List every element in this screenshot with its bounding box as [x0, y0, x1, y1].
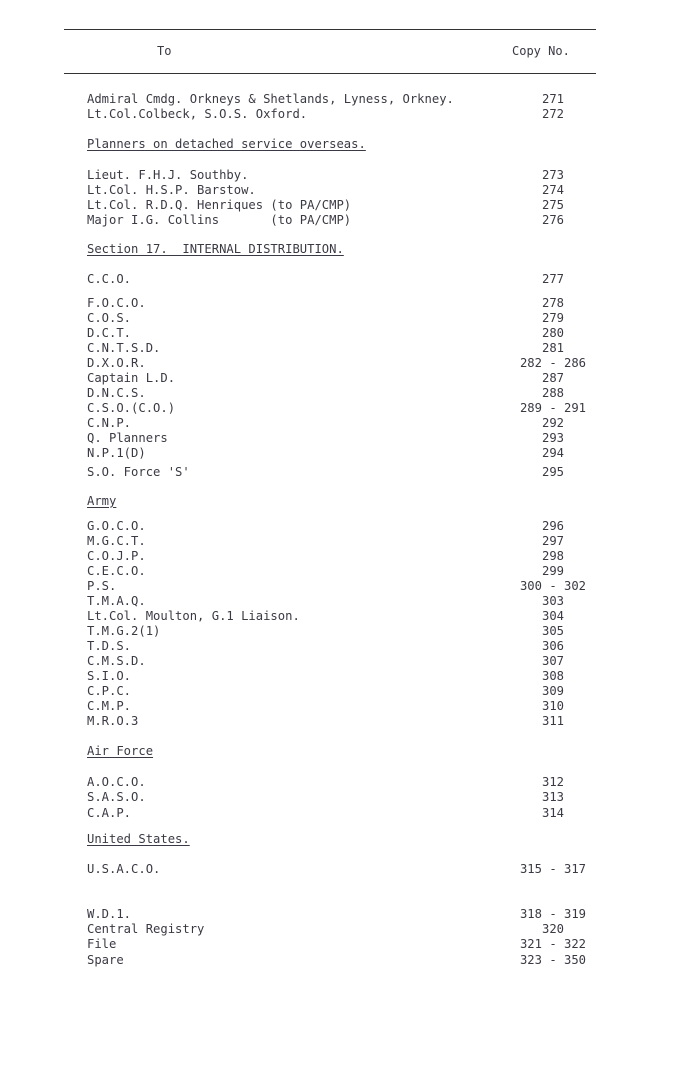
- distribution-row: [0, 608, 690, 624]
- recipient-name: C.P.C.: [87, 684, 132, 698]
- copy-number: 275: [541, 198, 564, 212]
- distribution-row: [0, 295, 690, 311]
- recipient-name: File: [87, 937, 117, 951]
- distribution-row: [0, 593, 690, 609]
- recipient-name: U.S.A.C.O.: [87, 862, 161, 876]
- to-column-header: To: [157, 44, 172, 58]
- distribution-row: [0, 805, 690, 821]
- distribution-row: [0, 789, 690, 805]
- distribution-row: [0, 212, 690, 228]
- recipient-name: M.G.C.T.: [87, 534, 146, 548]
- recipient-name: Lieut. F.H.J. Southby.: [87, 168, 249, 182]
- recipient-name: C.M.P.: [87, 699, 132, 713]
- distribution-row: [0, 370, 690, 386]
- copy-number: 299: [541, 564, 564, 578]
- recipient-name: M.R.O.3: [87, 714, 139, 728]
- distribution-row: [0, 91, 690, 107]
- header-rule: [64, 73, 596, 74]
- recipient-name: Q. Planners: [87, 431, 168, 445]
- copy-number: 315 - 317: [519, 862, 587, 876]
- recipient-name: S.O. Force 'S': [87, 465, 190, 479]
- copy-number: 293: [541, 431, 564, 445]
- distribution-row: [0, 400, 690, 416]
- copy-number: 289 - 291: [519, 401, 587, 415]
- distribution-row: [0, 936, 690, 952]
- copy-number: 318 - 319: [519, 907, 587, 921]
- copy-number: 272: [541, 107, 564, 121]
- distribution-row: [0, 713, 690, 729]
- copy-number: 274: [541, 183, 564, 197]
- distribution-row: [0, 518, 690, 534]
- distribution-row: [0, 653, 690, 669]
- recipient-name: T.M.A.Q.: [87, 594, 146, 608]
- section-heading: United States.: [87, 832, 190, 846]
- copy-number: 296: [541, 519, 564, 533]
- distribution-row: [0, 167, 690, 183]
- copy-number: 282 - 286: [519, 356, 587, 370]
- recipient-name: Captain L.D.: [87, 371, 176, 385]
- top-rule: [64, 29, 596, 30]
- recipient-name: C.C.O.: [87, 272, 132, 286]
- copy-number: 294: [541, 446, 564, 460]
- recipient-name: C.S.O.(C.O.): [87, 401, 176, 415]
- copy-number: 311: [541, 714, 564, 728]
- distribution-row: [0, 548, 690, 564]
- copy-number: 288: [541, 386, 564, 400]
- distribution-row: [0, 921, 690, 937]
- copy-number: 307: [541, 654, 564, 668]
- copy-number: 276: [541, 213, 564, 227]
- recipient-name: Admiral Cmdg. Orkneys & Shetlands, Lyness, Orkney.: [87, 92, 454, 106]
- distribution-row: [0, 533, 690, 549]
- recipient-name: C.N.P.: [87, 416, 132, 430]
- recipient-name: F.O.C.O.: [87, 296, 146, 310]
- recipient-name: A.O.C.O.: [87, 775, 146, 789]
- distribution-row: [0, 774, 690, 790]
- distribution-row: [0, 464, 690, 480]
- copy-number: 273: [541, 168, 564, 182]
- distribution-row: [0, 310, 690, 326]
- distribution-row: [0, 906, 690, 922]
- recipient-name: Lt.Col. H.S.P. Barstow.: [87, 183, 256, 197]
- copy-number: 309: [541, 684, 564, 698]
- distribution-row: [0, 325, 690, 341]
- distribution-row: [0, 430, 690, 446]
- copy-number: 304: [541, 609, 564, 623]
- recipient-name: D.C.T.: [87, 326, 132, 340]
- recipient-name: T.M.G.2(1): [87, 624, 161, 638]
- copy-number: 295: [541, 465, 564, 479]
- recipient-name: C.M.S.D.: [87, 654, 146, 668]
- distribution-row: [0, 340, 690, 356]
- section-heading: Planners on detached service overseas.: [87, 137, 366, 151]
- distribution-row: [0, 952, 690, 968]
- distribution-row: [0, 197, 690, 213]
- copy-number: 323 - 350: [519, 953, 587, 967]
- copy-number: 321 - 322: [519, 937, 587, 951]
- copy-no-column-header: Copy No.: [512, 44, 570, 58]
- recipient-name: S.I.O.: [87, 669, 132, 683]
- copy-number: 300 - 302: [519, 579, 587, 593]
- distribution-row: [0, 355, 690, 371]
- recipient-name: C.E.C.O.: [87, 564, 146, 578]
- distribution-row: [0, 698, 690, 714]
- recipient-name: C.A.P.: [87, 806, 132, 820]
- recipient-name: C.O.J.P.: [87, 549, 146, 563]
- distribution-row: [0, 683, 690, 699]
- distribution-row: [0, 623, 690, 639]
- distribution-row: [0, 578, 690, 594]
- distribution-row: [0, 182, 690, 198]
- copy-number: 312: [541, 775, 564, 789]
- copy-number: 287: [541, 371, 564, 385]
- recipient-name: T.D.S.: [87, 639, 132, 653]
- recipient-name: Central Registry: [87, 922, 205, 936]
- distribution-row: [0, 271, 690, 287]
- distribution-row: [0, 638, 690, 654]
- copy-number: 303: [541, 594, 564, 608]
- section-heading: Air Force: [87, 744, 154, 758]
- copy-number: 280: [541, 326, 564, 340]
- distribution-row: [0, 415, 690, 431]
- copy-number: 308: [541, 669, 564, 683]
- copy-number: 314: [541, 806, 564, 820]
- copy-number: 277: [541, 272, 564, 286]
- distribution-row: [0, 385, 690, 401]
- distribution-row: [0, 563, 690, 579]
- section-heading: Army: [87, 494, 117, 508]
- recipient-name: C.N.T.S.D.: [87, 341, 161, 355]
- recipient-name: D.X.O.R.: [87, 356, 146, 370]
- recipient-name: G.O.C.O.: [87, 519, 146, 533]
- copy-number: 297: [541, 534, 564, 548]
- recipient-name: P.S.: [87, 579, 117, 593]
- section-heading: Section 17. INTERNAL DISTRIBUTION.: [87, 242, 344, 256]
- copy-number: 306: [541, 639, 564, 653]
- copy-number: 320: [541, 922, 564, 936]
- recipient-name: Major I.G. Collins (to PA/CMP): [87, 213, 352, 227]
- recipient-name: D.N.C.S.: [87, 386, 146, 400]
- recipient-name: Lt.Col.Colbeck, S.O.S. Oxford.: [87, 107, 308, 121]
- copy-number: 310: [541, 699, 564, 713]
- copy-number: 305: [541, 624, 564, 638]
- recipient-name: W.D.1.: [87, 907, 132, 921]
- recipient-name: Lt.Col. R.D.Q. Henriques (to PA/CMP): [87, 198, 352, 212]
- distribution-row: [0, 861, 690, 877]
- recipient-name: S.A.S.O.: [87, 790, 146, 804]
- copy-number: 278: [541, 296, 564, 310]
- copy-number: 281: [541, 341, 564, 355]
- recipient-name: N.P.1(D): [87, 446, 146, 460]
- copy-number: 298: [541, 549, 564, 563]
- copy-number: 292: [541, 416, 564, 430]
- copy-number: 313: [541, 790, 564, 804]
- distribution-row: [0, 668, 690, 684]
- copy-number: 271: [541, 92, 564, 106]
- distribution-row: [0, 445, 690, 461]
- recipient-name: Lt.Col. Moulton, G.1 Liaison.: [87, 609, 300, 623]
- distribution-row: [0, 106, 690, 122]
- recipient-name: Spare: [87, 953, 124, 967]
- recipient-name: C.O.S.: [87, 311, 132, 325]
- copy-number: 279: [541, 311, 564, 325]
